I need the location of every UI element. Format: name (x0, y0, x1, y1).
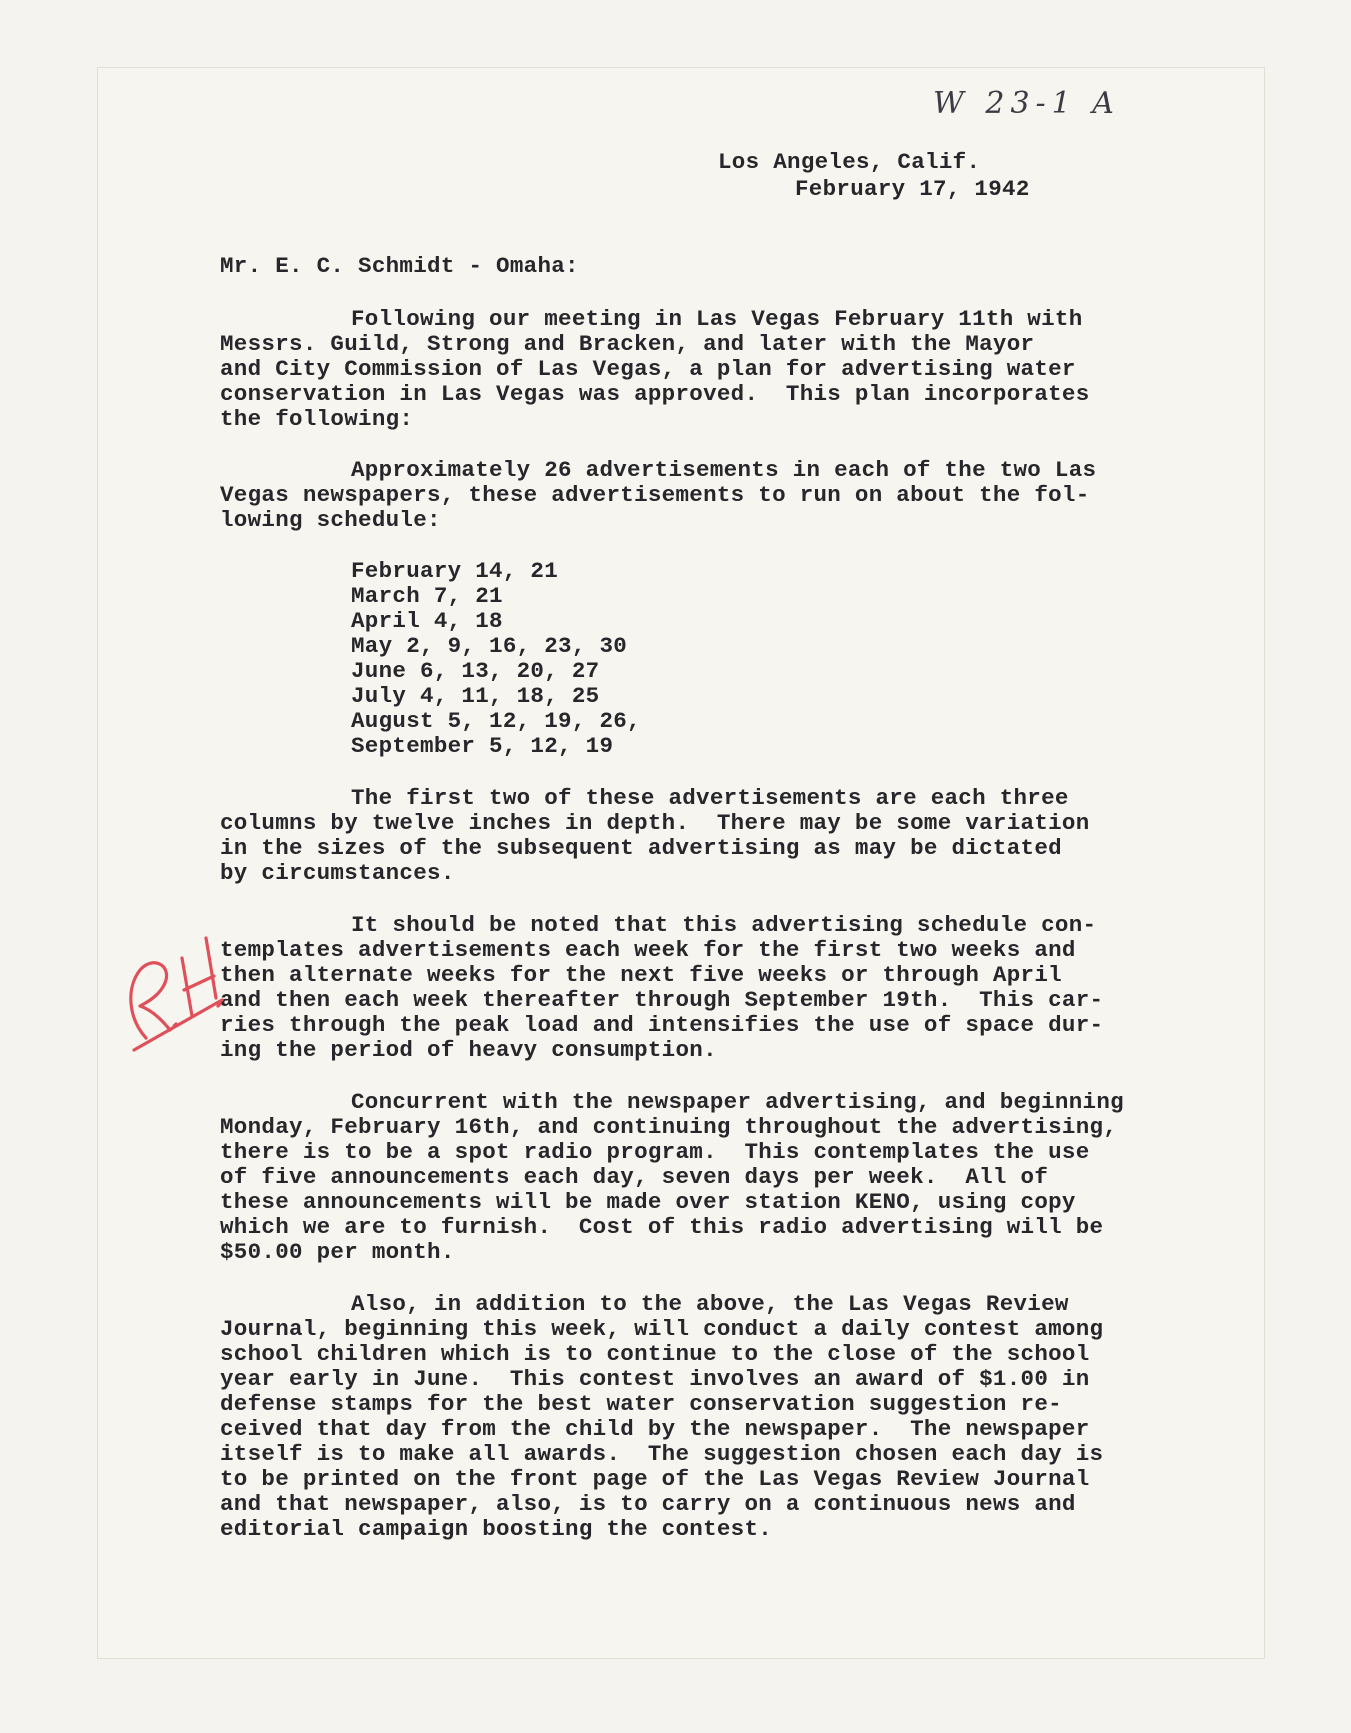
para6-line: Also, in addition to the above, the Las Vegas Review (351, 1291, 1069, 1317)
para5-line: these announcements will be made over station KENO, using copy (220, 1189, 1076, 1215)
para3-line: in the sizes of the subsequent advertising as may be dictated (220, 835, 1062, 861)
para5-line: $50.00 per month. (220, 1239, 455, 1265)
red-pencil-initials (118, 898, 228, 1058)
letter-page (98, 68, 1264, 1658)
para5-line: of five announcements each day, seven days per week. All of (220, 1164, 1049, 1190)
para5-line: Concurrent with the newspaper advertising, and beginning (351, 1089, 1124, 1115)
para6-line: to be printed on the front page of the Las Vegas Review Journal (220, 1466, 1090, 1492)
para4-line: templates advertisements each week for the first two weeks and (220, 937, 1076, 963)
schedule-line: June 6, 13, 20, 27 (351, 658, 600, 684)
para1-line: and City Commission of Las Vegas, a plan for advertising water (220, 356, 1076, 382)
para6-line: defense stamps for the best water conservation suggestion re- (220, 1391, 1062, 1417)
para4-line: ries through the peak load and intensifies the use of space dur- (220, 1012, 1104, 1038)
para1-line: Following our meeting in Las Vegas February 11th with (351, 306, 1083, 332)
para6-line: year early in June. This contest involves an award of $1.00 in (220, 1366, 1090, 1392)
para1-line: conservation in Las Vegas was approved. This plan incorporates (220, 381, 1090, 407)
para4-line: It should be noted that this advertising schedule con- (351, 912, 1097, 938)
para4-line: and then each week thereafter through September 19th. This car- (220, 987, 1104, 1013)
para3-line: The first two of these advertisements are each three (351, 785, 1069, 811)
para5-line: Monday, February 16th, and continuing throughout the advertising, (220, 1114, 1118, 1140)
para2-line: Approximately 26 advertisements in each of the two Las (351, 457, 1097, 483)
para2-line: lowing schedule: (220, 507, 441, 533)
schedule-line: May 2, 9, 16, 23, 30 (351, 633, 628, 659)
para6-line: editorial campaign boosting the contest. (220, 1516, 773, 1542)
header-date: February 17, 1942 (795, 176, 1030, 202)
schedule-line: March 7, 21 (351, 583, 503, 609)
para4-line: ing the period of heavy consumption. (220, 1037, 717, 1063)
para6-line: and that newspaper, also, is to carry on a continuous news and (220, 1491, 1076, 1517)
salutation: Mr. E. C. Schmidt - Omaha: (220, 253, 579, 279)
schedule-line: September 5, 12, 19 (351, 733, 614, 759)
para4-line: then alternate weeks for the next five weeks or through April (220, 962, 1062, 988)
para1-line: the following: (220, 406, 414, 432)
schedule-line: August 5, 12, 19, 26, (351, 708, 641, 734)
para6-line: Journal, beginning this week, will conduct a daily contest among (220, 1316, 1104, 1342)
header-place: Los Angeles, Calif. (718, 149, 981, 175)
para3-line: columns by twelve inches in depth. There may be some variation (220, 810, 1090, 836)
schedule-line: April 4, 18 (351, 608, 503, 634)
handwritten-reference: W 23-1 A (933, 86, 1120, 121)
schedule-line: July 4, 11, 18, 25 (351, 683, 600, 709)
schedule-line: February 14, 21 (351, 558, 559, 584)
para6-line: ceived that day from the child by the newspaper. The newspaper (220, 1416, 1090, 1442)
para6-line: itself is to make all awards. The suggestion chosen each day is (220, 1441, 1104, 1467)
para1-line: Messrs. Guild, Strong and Bracken, and later with the Mayor (220, 331, 1035, 357)
para6-line: school children which is to continue to the close of the school (220, 1341, 1090, 1367)
para3-line: by circumstances. (220, 860, 455, 886)
para2-line: Vegas newspapers, these advertisements to run on about the fol- (220, 482, 1090, 508)
para5-line: which we are to furnish. Cost of this radio advertising will be (220, 1214, 1104, 1240)
para5-line: there is to be a spot radio program. This contemplates the use (220, 1139, 1090, 1165)
